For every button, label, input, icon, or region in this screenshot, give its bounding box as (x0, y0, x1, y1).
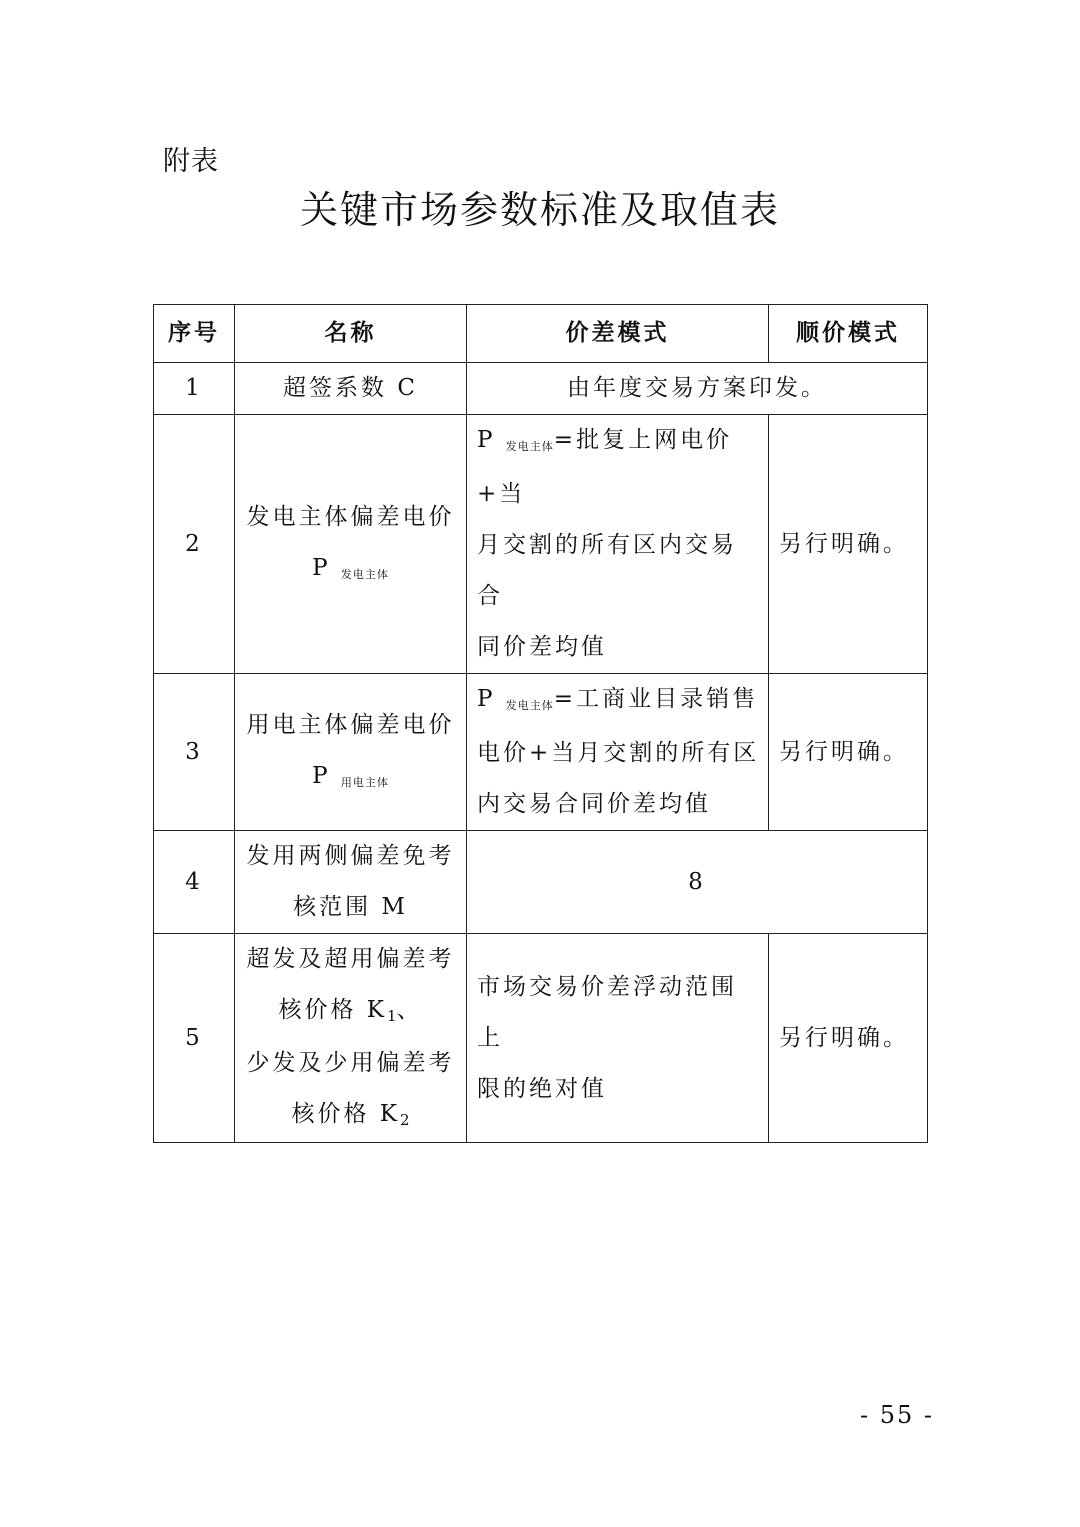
symbol-subscript: 1 (386, 1007, 397, 1025)
symbol-letter: P (312, 554, 331, 581)
formula-line (477, 674, 762, 728)
symbol-subscript: 用电主体 (340, 775, 389, 789)
sequential-price-mode-value: 另行明确。 (769, 415, 928, 674)
row-number: 1 (154, 363, 235, 415)
parameter-name (235, 415, 467, 674)
table-row (154, 363, 928, 415)
merged-value: 由年度交易方案印发。 (467, 363, 928, 415)
formula-text: =工商业目录销售 (553, 686, 759, 712)
formula-line: 市场交易价差浮动范围上 (477, 973, 737, 1051)
table-row (154, 415, 928, 674)
punctuation: 、 (396, 997, 423, 1023)
sequential-price-mode-value: 另行明确。 (769, 674, 928, 831)
symbol-subscript: 发电主体 (505, 440, 554, 453)
column-header-no: 序号 (154, 305, 235, 363)
parameter-name-line: 用电主体偏差电价 (246, 711, 455, 738)
symbol-subscript: 发电主体 (505, 699, 554, 712)
table-row (154, 831, 928, 934)
parameter-name-line: 少发及少用偏差考 (246, 1050, 455, 1076)
column-header-name: 名称 (235, 305, 467, 363)
row-number: 4 (154, 831, 235, 934)
formula-line: 电价+当月交割的所有区 (477, 740, 760, 766)
price-difference-mode-value (467, 934, 769, 1143)
formula-line: 内交易合同价差均值 (477, 791, 711, 817)
formula-line (477, 415, 762, 520)
parameter-name-text: 核价格 K (291, 1101, 400, 1127)
sequential-price-mode-value: 另行明确。 (769, 934, 928, 1143)
parameter-symbol (235, 543, 466, 597)
price-difference-mode-value (467, 415, 769, 674)
parameter-name-line (235, 1089, 466, 1142)
parameter-name-line: 发用两侧偏差免考 (246, 843, 455, 869)
merged-value: 8 (467, 831, 928, 934)
parameter-symbol (235, 751, 466, 805)
table-header-row (154, 305, 928, 363)
parameter-name-line: 核范围 M (293, 894, 408, 920)
formula-line: 同价差均值 (477, 634, 607, 660)
table-row (154, 934, 928, 1143)
parameters-table (153, 304, 928, 1143)
symbol-subscript: 发电主体 (340, 567, 389, 581)
formula-text: =批复上网电价+当 (477, 427, 733, 507)
symbol-letter: P (477, 686, 496, 712)
symbol-subscript: 2 (399, 1111, 410, 1129)
column-header-price-difference-mode: 价差模式 (467, 305, 769, 363)
parameter-name: 超签系数 C (235, 363, 467, 415)
formula-line: 月交割的所有区内交易合 (477, 532, 737, 609)
parameter-name-line: 发电主体偏差电价 (246, 503, 455, 530)
symbol-letter: P (477, 427, 496, 453)
row-number: 3 (154, 674, 235, 831)
price-difference-mode-value (467, 674, 769, 831)
row-number: 2 (154, 415, 235, 674)
page-number: - 55 - (860, 1401, 935, 1429)
parameter-name (235, 934, 467, 1143)
formula-line: 限的绝对值 (477, 1075, 607, 1102)
page-title: 关键市场参数标准及取值表 (299, 188, 780, 232)
parameter-name-text: 核价格 K (278, 997, 387, 1023)
parameter-name-line: 超发及超用偏差考 (246, 946, 455, 972)
row-number: 5 (154, 934, 235, 1143)
parameter-name (235, 831, 467, 934)
symbol-letter: P (312, 762, 331, 789)
parameter-name-line (235, 985, 466, 1038)
column-header-sequential-price-mode: 顺价模式 (769, 305, 928, 363)
parameter-name (235, 674, 467, 831)
table-row (154, 674, 928, 831)
annex-label: 附表 (163, 146, 219, 177)
